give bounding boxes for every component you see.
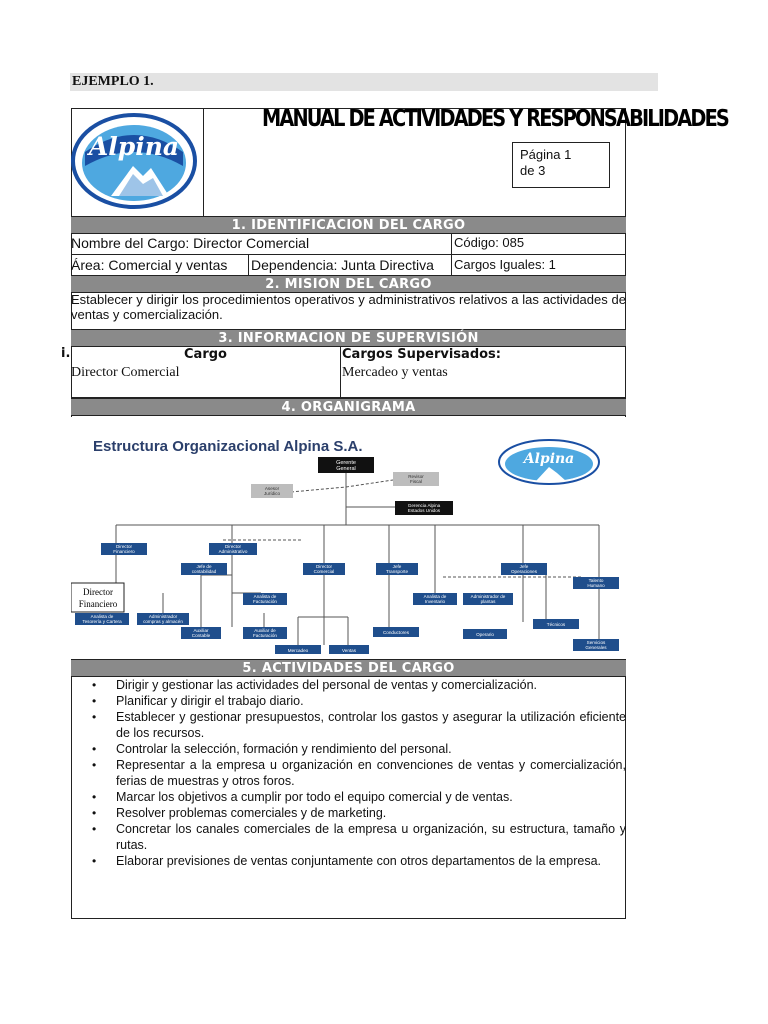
svg-text:Operaciones: Operaciones	[510, 569, 538, 574]
org-node-asesor	[251, 484, 293, 498]
svg-text:Gerente: Gerente	[336, 460, 356, 466]
list-item: • Elaborar previsiones de ventas conjuntamente con otros departamentos de la empresa.	[116, 853, 626, 869]
list-item: • Dirigir y gestionar las actividades del personal de ventas y comercialización.	[116, 677, 626, 693]
org-node-revisor	[393, 472, 439, 486]
svg-text:Estados Unidos: Estados Unidos	[407, 508, 441, 513]
svg-text:Facturación: Facturación	[252, 599, 278, 604]
list-item: • Planificar y dirigir el trabajo diario.	[116, 693, 626, 709]
activities-list	[90, 677, 626, 869]
list-item: • Representar a la empresa u organización en convenciones de ventas y comercialización, ferias de muestras y otros foros.	[116, 757, 626, 789]
svg-text:Revisor: Revisor	[408, 474, 424, 479]
org-node-analista-teso	[75, 613, 129, 625]
section-4-header: 4. ORGANIGRAMA	[71, 398, 626, 416]
svg-text:Operario: Operario	[476, 632, 494, 637]
cargos-iguales: Cargos Iguales: 1	[454, 257, 556, 272]
supervisados-value: Mercadeo y ventas	[342, 365, 448, 380]
org-chart-svg	[71, 417, 626, 659]
org-node-jefe-cont	[181, 563, 227, 575]
org-node-servicios	[573, 639, 619, 651]
svg-text:Inventario: Inventario	[424, 599, 446, 604]
svg-text:Alpina: Alpina	[88, 132, 180, 161]
org-node-ventas	[329, 645, 369, 654]
example-heading: EJEMPLO 1.	[72, 74, 154, 89]
area: Área: Comercial y ventas	[71, 257, 228, 273]
svg-text:Conductores: Conductores	[382, 630, 410, 635]
row-divider	[248, 255, 249, 275]
org-node-talento	[573, 577, 619, 589]
section-3-header: 3. INFORMACION DE SUPERVISIÓN	[71, 329, 626, 347]
list-item: • Marcar los objetivos a cumplir por todo el equipo comercial y de ventas.	[116, 789, 626, 805]
svg-text:Auxiliar de: Auxiliar de	[254, 628, 276, 633]
org-node-jefe-trans	[376, 563, 418, 575]
page-label: Página 1	[520, 147, 572, 162]
section-1-header: 1. IDENTIFICACION DEL CARGO	[71, 216, 626, 234]
org-node-aux-fact	[243, 627, 287, 639]
svg-text:Contable: Contable	[191, 633, 211, 638]
org-node-dir-fin	[101, 543, 147, 555]
svg-text:Mercadeo: Mercadeo	[287, 648, 309, 653]
list-item: • Concretar los canales comerciales de la empresa u organización, su estructura, tamaño y rutas.	[116, 821, 626, 853]
org-node-tecnicos	[533, 619, 579, 629]
org-overlay-label	[71, 583, 124, 612]
svg-text:Director: Director	[83, 587, 113, 597]
org-node-mercadeo	[275, 645, 321, 654]
row-nombre	[71, 234, 626, 255]
list-item: • Establecer y gestionar presupuestos, controlar los gastos y asegurar la utilización eficiente de los recursos.	[116, 709, 626, 741]
page-box	[512, 142, 610, 188]
org-alpina-logo	[499, 440, 599, 484]
supervision-table	[71, 346, 626, 398]
org-node-jefe-op	[501, 563, 547, 575]
svg-text:Humano: Humano	[587, 583, 605, 588]
cargo-header: Cargo	[184, 347, 227, 362]
svg-text:Auxiliar: Auxiliar	[193, 628, 209, 633]
org-node-analista-inv	[413, 593, 457, 605]
supervision-divider	[340, 346, 341, 397]
nombre-cargo: Nombre del Cargo: Director Comercial	[71, 235, 310, 251]
org-chart	[71, 417, 626, 659]
section-5-header: 5. ACTIVIDADES DEL CARGO	[71, 659, 626, 677]
svg-text:Fiscal: Fiscal	[410, 479, 422, 484]
org-node-aux-cont	[181, 627, 221, 639]
org-node-admin-plantas	[463, 593, 513, 605]
svg-text:Director: Director	[224, 544, 242, 549]
svg-text:Tesorería y Cartera: Tesorería y Cartera	[82, 619, 122, 624]
svg-text:Jefe de: Jefe de	[196, 564, 212, 569]
svg-text:General: General	[336, 466, 356, 472]
row-area	[71, 255, 626, 276]
svg-text:Transporte: Transporte	[385, 569, 409, 574]
svg-text:Gerencia Alpina: Gerencia Alpina	[407, 503, 441, 508]
org-node-analista-fact	[243, 593, 287, 605]
section-2-header: 2. MISION DEL CARGO	[71, 275, 626, 293]
org-node-conductores	[373, 627, 419, 637]
svg-text:Técnicos: Técnicos	[546, 622, 566, 627]
svg-text:Analista de: Analista de	[253, 594, 277, 599]
svg-text:plantas: plantas	[480, 599, 496, 604]
codigo: Código: 085	[454, 235, 525, 250]
cargo-value: Director Comercial	[71, 365, 180, 380]
logo-cell	[71, 108, 204, 216]
svg-text:Jefe: Jefe	[519, 564, 529, 569]
org-node-operario	[463, 629, 507, 639]
svg-text:Director: Director	[115, 544, 133, 549]
org-node-dir-adm	[209, 543, 257, 555]
list-item: • Controlar la selección, formación y rendimiento del personal.	[116, 741, 626, 757]
document-title: MANUAL DE ACTIVIDADES Y RESPONSABILIDADES	[262, 106, 729, 132]
svg-text:Asesor: Asesor	[264, 486, 280, 491]
svg-text:Ventas: Ventas	[341, 648, 357, 653]
svg-text:Analista de: Analista de	[423, 594, 447, 599]
list-marker: i.	[61, 346, 71, 361]
svg-text:Facturación: Facturación	[252, 633, 278, 638]
svg-text:Alpina: Alpina	[523, 451, 575, 467]
svg-text:Comercial: Comercial	[313, 569, 335, 574]
org-node-gerente	[318, 457, 374, 473]
row-divider	[451, 234, 452, 254]
svg-text:Financiero: Financiero	[78, 599, 118, 609]
svg-text:Administrador de: Administrador de	[470, 594, 506, 599]
dependencia: Dependencia: Junta Directiva	[251, 257, 434, 273]
svg-text:Administrativo: Administrativo	[218, 549, 248, 554]
svg-text:Generales: Generales	[585, 645, 607, 650]
org-node-usa	[395, 501, 453, 515]
mision-text: Establecer y dirigir los procedimientos operativos y administrativos relativos a las actividades de ventas y comercialización.	[71, 292, 626, 322]
svg-text:compras y almacén: compras y almacén	[143, 619, 183, 624]
svg-text:Jurídico: Jurídico	[263, 491, 281, 496]
svg-text:contabilidad: contabilidad	[191, 569, 217, 574]
supervisados-header: Cargos Supervisados:	[342, 347, 501, 362]
alpina-logo	[71, 108, 203, 215]
svg-text:Talento: Talento	[588, 578, 604, 583]
svg-text:Estructura Organizacional Alpi: Estructura Organizacional Alpina S.A.	[93, 438, 363, 455]
org-node-dir-com	[303, 563, 345, 575]
page-of: de 3	[520, 163, 546, 178]
svg-text:Servicios: Servicios	[586, 640, 606, 645]
heading-bar	[70, 73, 658, 91]
row-divider	[451, 255, 452, 275]
svg-text:Director: Director	[315, 564, 333, 569]
svg-text:Jefe: Jefe	[392, 564, 402, 569]
list-item: • Resolver problemas comerciales y de marketing.	[116, 805, 626, 821]
svg-text:Financiero: Financiero	[113, 549, 135, 554]
org-node-admin-compras	[137, 613, 189, 625]
svg-text:Analista de: Analista de	[90, 614, 114, 619]
svg-text:Administrador: Administrador	[148, 614, 178, 619]
